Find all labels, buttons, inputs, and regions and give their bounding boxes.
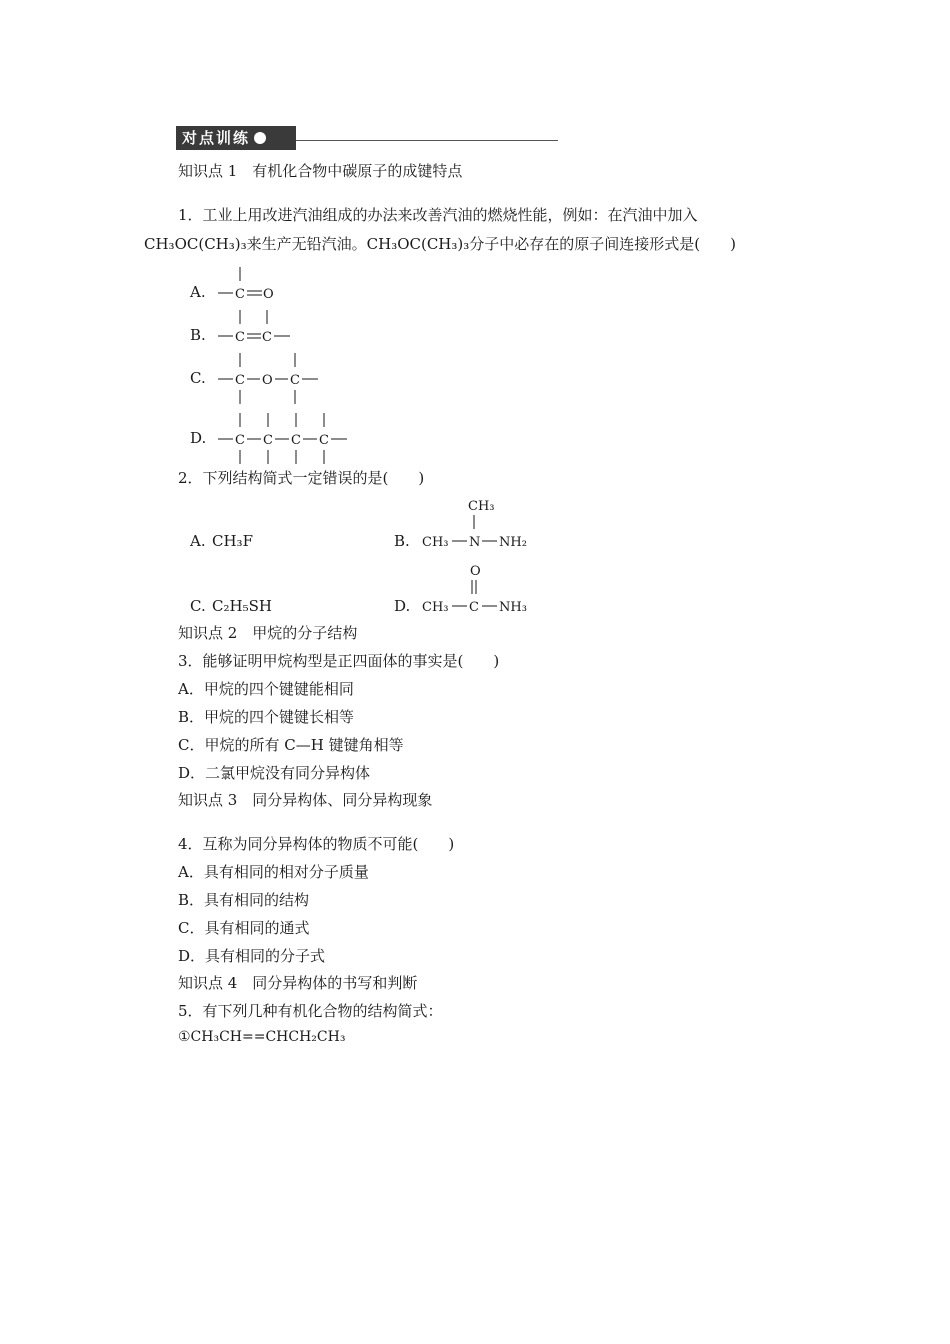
q1-d-atom-c2: C	[263, 433, 273, 448]
q1-c-atom-c2: C	[290, 373, 300, 388]
section-heading-3: 知识点 3 同分异构体、同分异构现象	[178, 791, 433, 809]
banner-label: 对点训练	[182, 129, 251, 147]
q2-option-c-formula: C₂H₅SH	[212, 597, 272, 615]
section-heading-2: 知识点 2 甲烷的分子结构	[178, 624, 358, 642]
q3-option-b: B．甲烷的四个键键长相等	[178, 708, 355, 726]
q1-stem-line1: 1．工业上用改进汽油组成的办法来改善汽油的燃烧性能，例如：在汽油中加入	[178, 206, 698, 224]
q4-option-a: A．具有相同的相对分子质量	[178, 863, 369, 881]
q2-d-center-atom: C	[469, 600, 479, 615]
q2-b-left-group: CH₃	[422, 535, 449, 550]
q2-option-a-label: A.	[190, 532, 206, 550]
q2-option-d-label: D.	[394, 597, 411, 615]
q1-b-atom-c1: C	[235, 330, 245, 345]
q3-option-d: D．二氯甲烷没有同分异构体	[178, 764, 371, 782]
q1-option-b-structure	[210, 307, 310, 347]
q1-a-atom-o: O	[263, 287, 274, 302]
q3-option-c: C．甲烷的所有 C—H 键键角相等	[178, 736, 404, 754]
q1-c-atom-c1: C	[235, 373, 245, 388]
bullet-dot-icon	[254, 132, 266, 144]
section-banner	[176, 126, 296, 150]
q2-d-top-atom: O	[470, 564, 481, 579]
q1-option-c-label: C.	[190, 369, 206, 387]
q4-option-c: C．具有相同的通式	[178, 919, 310, 937]
q2-option-a-formula: CH₃F	[212, 532, 253, 550]
q3-option-a: A．甲烷的四个键键能相同	[178, 680, 354, 698]
q5-stem: 5．有下列几种有机化合物的结构简式：	[178, 1002, 443, 1020]
q2-b-right-group: NH₂	[499, 535, 527, 550]
q3-stem: 3．能够证明甲烷构型是正四面体的事实是( )	[178, 652, 500, 670]
q5-item-1: ①CH₃CH==CHCH₂CH₃	[178, 1029, 346, 1045]
q1-d-atom-c4: C	[319, 433, 329, 448]
q2-option-b-structure	[416, 494, 546, 554]
q1-option-a-structure	[210, 264, 290, 304]
q2-stem: 2．下列结构简式一定错误的是( )	[178, 469, 425, 487]
q4-option-b: B．具有相同的结构	[178, 891, 310, 909]
q2-d-left-group: CH₃	[422, 600, 449, 615]
q1-option-d-structure	[210, 410, 360, 468]
q2-d-right-group: NH₃	[499, 600, 527, 615]
q4-option-d: D．具有相同的分子式	[178, 947, 326, 965]
section-heading-1: 知识点 1 有机化合物中碳原子的成键特点	[178, 162, 463, 180]
section-heading-4: 知识点 4 同分异构体的书写和判断	[178, 974, 418, 992]
q4-stem: 4．互称为同分异构体的物质不可能( )	[178, 835, 455, 853]
banner-divider	[296, 140, 558, 141]
q1-d-atom-c1: C	[235, 433, 245, 448]
q2-option-d-structure	[416, 559, 546, 619]
q2-b-top-group: CH₃	[468, 499, 495, 514]
q2-b-center-atom: N	[469, 535, 481, 550]
q1-option-d-label: D.	[190, 429, 207, 447]
q2-option-b-label: B.	[394, 532, 410, 550]
q1-option-a-label: A.	[190, 283, 206, 301]
q2-option-c-label: C.	[190, 597, 206, 615]
q1-option-b-label: B.	[190, 326, 206, 344]
q1-b-atom-c2: C	[262, 330, 272, 345]
q1-stem-line2: CH₃OC(CH₃)₃来生产无铅汽油。CH₃OC(CH₃)₃分子中必存在的原子间连接形式是( )	[144, 235, 736, 253]
q1-a-atom-c: C	[235, 287, 245, 302]
q1-option-c-structure	[210, 350, 330, 408]
q1-d-atom-c3: C	[291, 433, 301, 448]
q1-c-atom-o: O	[262, 373, 273, 388]
